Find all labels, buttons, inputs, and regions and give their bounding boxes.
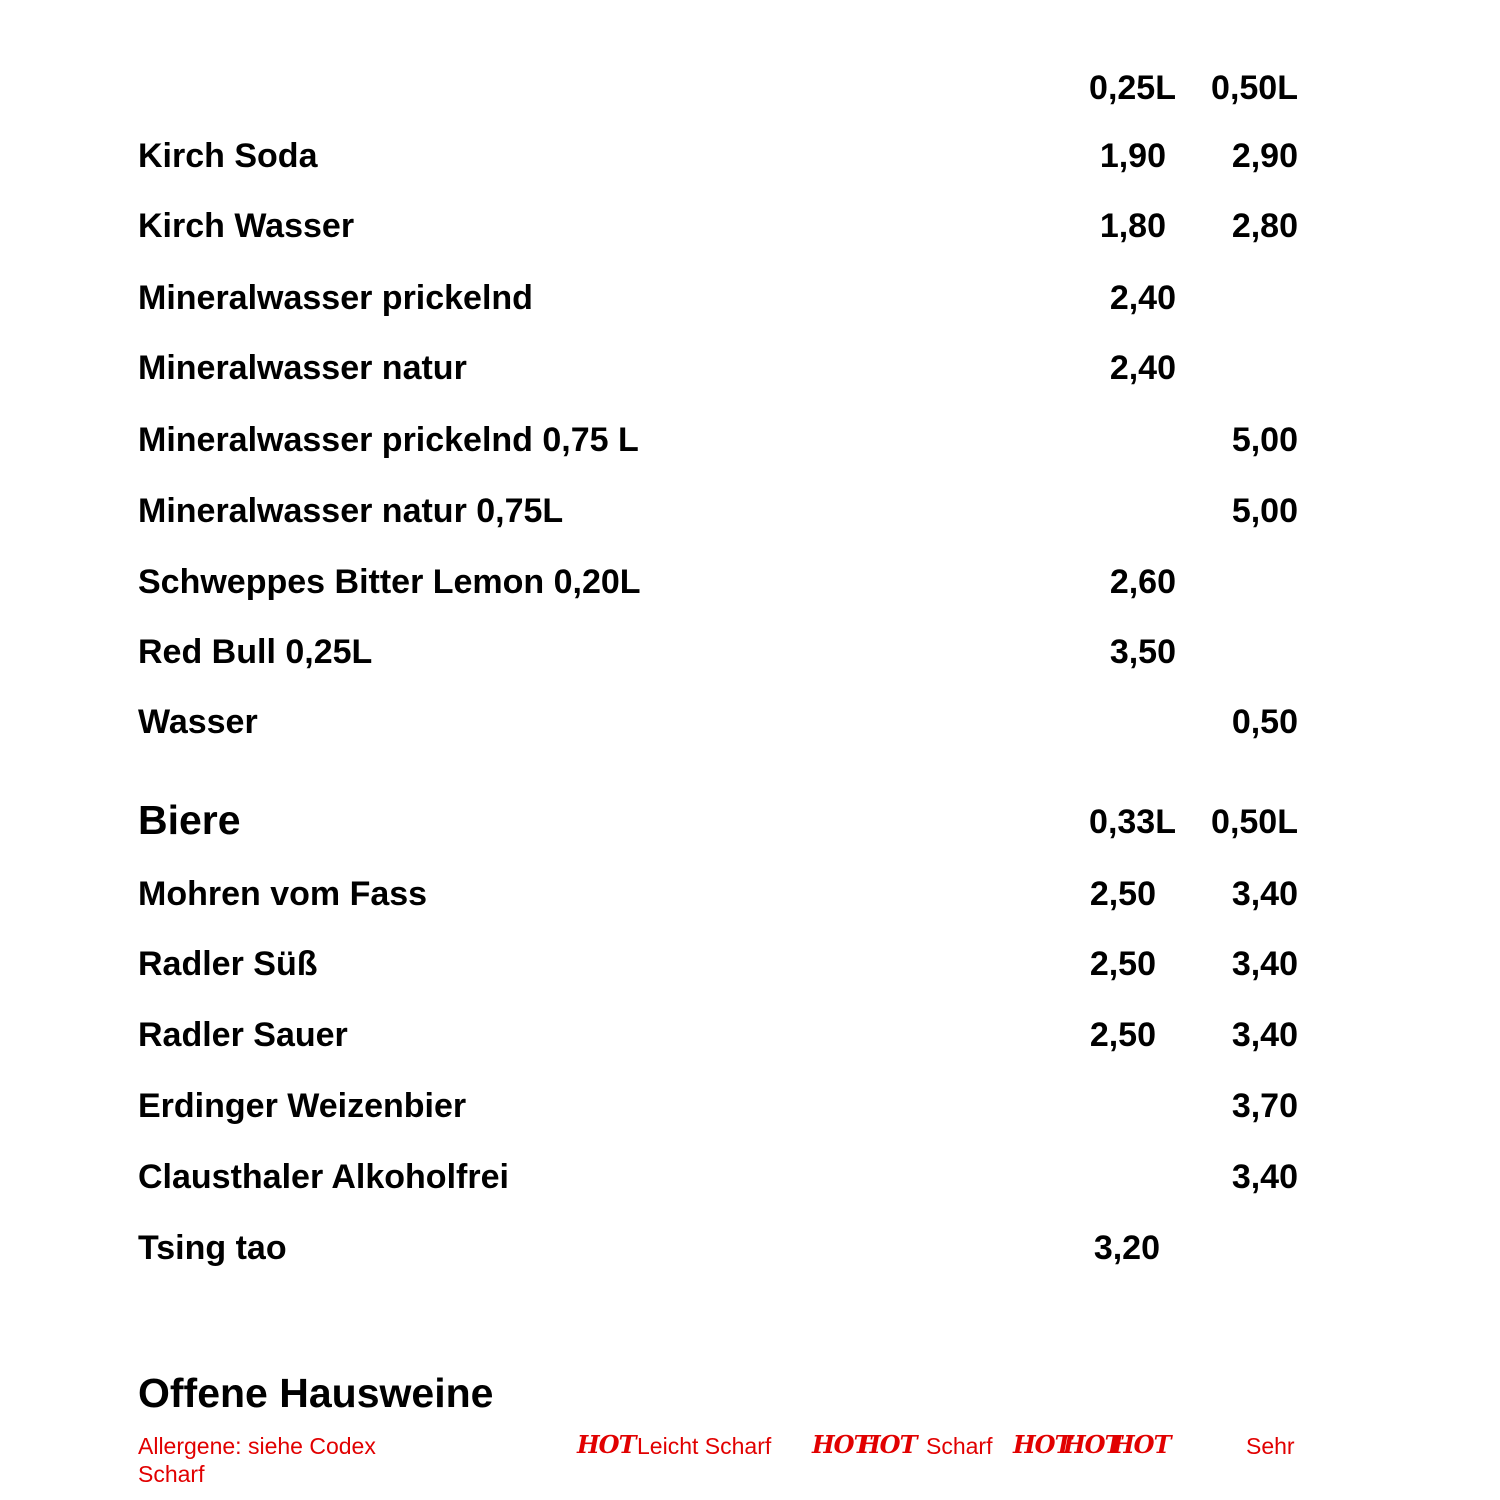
price-large: 0,50 xyxy=(1231,703,1298,741)
item-name: Mineralwasser natur 0,75L xyxy=(138,492,564,530)
hot-pepper-icon: HOT xyxy=(577,1430,636,1459)
item-name: Red Bull 0,25L xyxy=(138,633,373,671)
item-name: Mineralwasser prickelnd 0,75 L xyxy=(138,421,639,459)
hot-pepper-icon: HOT xyxy=(1013,1430,1072,1459)
item-name: Kirch Soda xyxy=(138,137,318,175)
section-title-beers: Biere xyxy=(138,797,241,843)
item-name: Tsing tao xyxy=(138,1229,287,1267)
price-small: 2,50 xyxy=(1089,1016,1156,1054)
price-large: 2,80 xyxy=(1231,207,1298,245)
price-large: 3,40 xyxy=(1231,945,1298,983)
spice-level-mild: Leicht Scharf xyxy=(637,1433,772,1459)
price-small: 2,50 xyxy=(1089,945,1156,983)
price-large: 2,90 xyxy=(1231,137,1298,175)
price-large: 3,40 xyxy=(1231,875,1298,913)
price-small: 3,50 xyxy=(1109,633,1176,671)
item-name: Radler Sauer xyxy=(138,1016,348,1054)
spice-level-medium: Scharf xyxy=(926,1433,993,1459)
price-small: 3,20 xyxy=(1093,1229,1160,1267)
allergens-note: Allergene: siehe Codex xyxy=(138,1433,376,1459)
price-large: 3,40 xyxy=(1231,1016,1298,1054)
size-header-large: 0,50L xyxy=(1211,803,1298,841)
hot-pepper-icon: HOT xyxy=(858,1430,917,1459)
section-title-wines: Offene Hausweine xyxy=(138,1370,494,1416)
item-name: Erdinger Weizenbier xyxy=(138,1087,467,1125)
item-name: Wasser xyxy=(138,703,258,741)
spice-level-very: Sehr xyxy=(1246,1433,1295,1459)
item-name: Mineralwasser natur xyxy=(138,349,467,387)
item-name: Schweppes Bitter Lemon 0,20L xyxy=(138,563,641,601)
item-name: Mineralwasser prickelnd xyxy=(138,279,533,317)
item-name: Clausthaler Alkoholfrei xyxy=(138,1158,509,1196)
item-name: Radler Süß xyxy=(138,945,318,983)
size-header-small: 0,25L xyxy=(1089,69,1176,107)
price-small: 1,90 xyxy=(1099,137,1166,175)
price-large: 3,70 xyxy=(1231,1087,1298,1125)
price-large: 5,00 xyxy=(1231,421,1298,459)
item-name: Kirch Wasser xyxy=(138,207,355,245)
item-name: Mohren vom Fass xyxy=(138,875,428,913)
price-small: 1,80 xyxy=(1099,207,1166,245)
price-large: 3,40 xyxy=(1231,1158,1298,1196)
price-large: 5,00 xyxy=(1231,492,1298,530)
size-header-large: 0,50L xyxy=(1211,69,1298,107)
size-header-small: 0,33L xyxy=(1089,803,1176,841)
hot-pepper-icon: HOT xyxy=(1112,1430,1171,1459)
price-small: 2,60 xyxy=(1109,563,1176,601)
price-small: 2,40 xyxy=(1109,279,1176,317)
hot-pepper-icon: HOT xyxy=(812,1430,871,1459)
price-small: 2,50 xyxy=(1089,875,1156,913)
hot-pepper-icon: HOT xyxy=(1063,1430,1122,1459)
price-small: 2,40 xyxy=(1109,349,1176,387)
allergens-note-continued: Scharf xyxy=(138,1461,205,1487)
